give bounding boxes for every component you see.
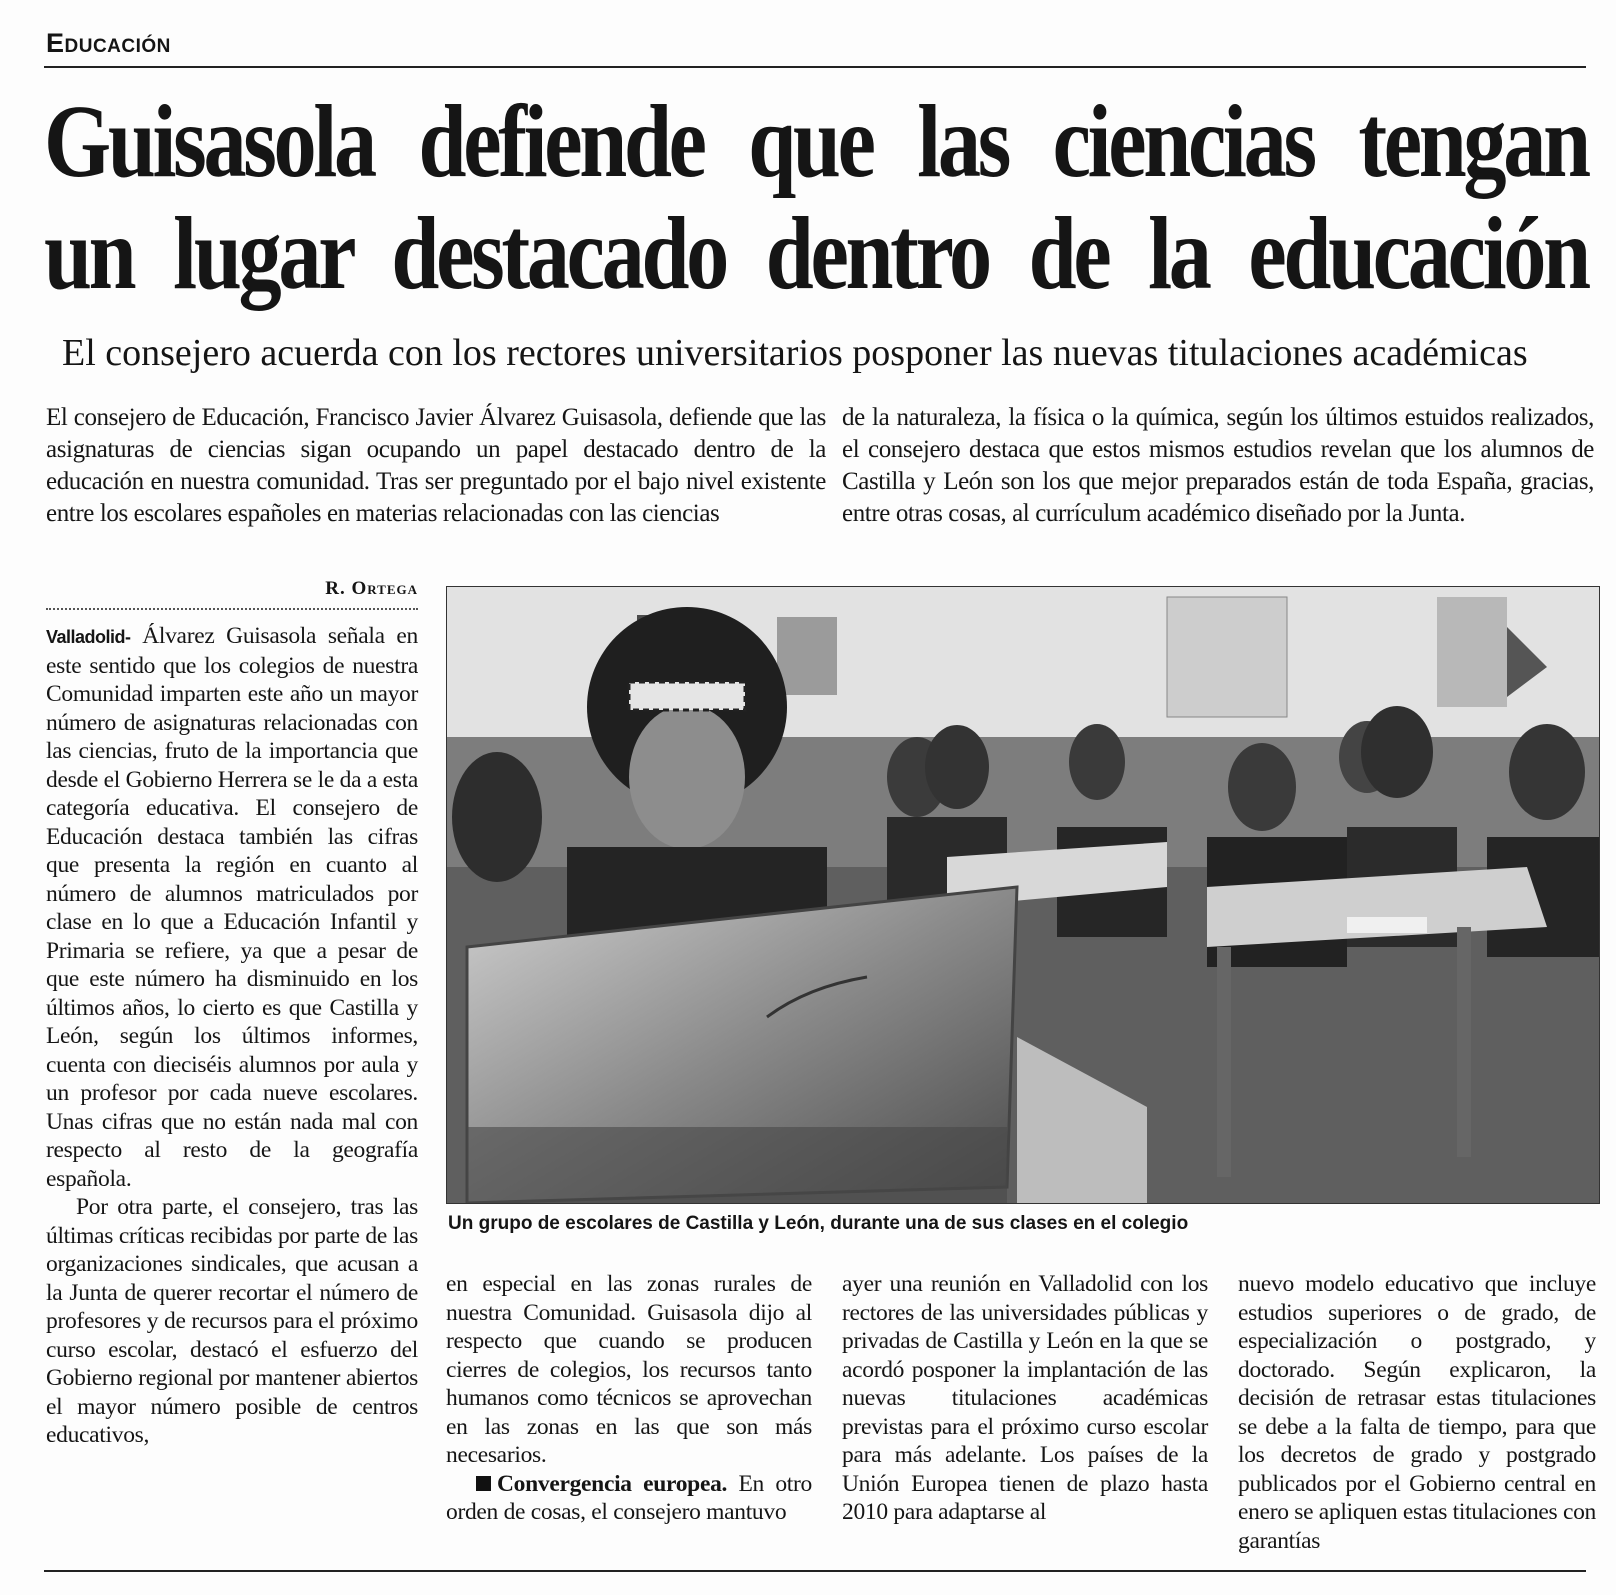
section-label: Educación (46, 28, 171, 58)
body-paragraph-4-text: En otro orden de cosas, el consejero mantuvo (446, 1470, 812, 1525)
lead-right-text: de la naturaleza, la física o la química, según los últimos estuidos realizados, el consejero destaca que estos mismos estudios revelan que los alumnos de Castilla y León son los que mejor preparados están de toda España, gracias, entre otras cosas, al currículum académico diseñado por la Junta. (842, 404, 1594, 527)
body-paragraph-4 (446, 1470, 812, 1527)
body-column-3 (842, 1270, 1208, 1527)
lead-left (46, 402, 826, 530)
photo-caption: Un grupo de escolares de Castilla y León, durante una de sus clases en el colegio (448, 1213, 1189, 1234)
headline (44, 84, 1588, 311)
subheadline: El consejero acuerda con los rectores universitarios posponer las nuevas titulaciones académicas (62, 332, 1528, 374)
body-column-1 (46, 622, 418, 1450)
body-column-2 (446, 1270, 812, 1527)
bottom-divider (44, 1570, 1586, 1572)
lead-left-text: El consejero de Educación, Francisco Javier Álvarez Guisasola, defiende que las asignaturas de ciencias sigan ocupando un papel destacado dentro de la educación en nuestra comunidad. Tras ser preguntado por el bajo nivel existente entre los escolares españoles en materias relacionadas con las ciencias (46, 404, 826, 527)
section-divider (44, 66, 1586, 68)
dateline: Valladolid- (46, 627, 131, 647)
body-paragraph-6: nuevo modelo educativo que incluye estudios superiores o de grado, de especialización o postgrado, y doctorado. Según explicaron, la decisión de retrasar estas titulaciones se debe a la falta de tiempo, para que los decretos de grado y postgrado publicados por el Gobierno central en enero se apliquen estas titulaciones con garantías (1238, 1271, 1596, 1554)
headline-line-1: Guisasola defiende que las ciencias tengan (44, 84, 1588, 199)
bullet-square-icon (476, 1476, 491, 1491)
lead-right (842, 402, 1594, 530)
body-column-4 (1238, 1270, 1596, 1558)
body-paragraph-1 (46, 622, 418, 1193)
byline: R. Ortega (325, 578, 418, 599)
intertitle: Convergencia europea. (497, 1470, 728, 1497)
body-paragraph-5: ayer una reunión en Valladolid con los rectores de las universidades públicas y privadas de Castilla y León en la que se acordó posponer la implantación de las nuevas titulaciones académicas previstas para el próximo curso escolar para más adelante. Los países de la Unión Europea tienen de plazo hasta 2010 para adaptarse al (842, 1271, 1208, 1525)
body-paragraph-3: en especial en las zonas rurales de nuestra Comunidad. Guisasola dijo al respecto que cuando se producen cierres de colegios, los recursos tanto humanos como técnicos se aprovechan en las zonas en las que son más necesarios. (446, 1271, 812, 1468)
headline-line-2: un lugar destacado dentro de la educación (44, 196, 1588, 311)
byline-divider (46, 608, 418, 610)
classroom-photo (447, 587, 1599, 1203)
body-paragraph-1-text: Álvarez Guisasola señala en este sentido que los colegios de nuestra Comunidad imparten este año un mayor número de asignaturas relacionadas con las ciencias, fruto de la importancia que desde el Gobierno Herrera se le da a esta categoría educativa. El consejero de Educación destaca también las cifras que presenta la región en cuanto al número de alumnos matriculados por clase en lo que a Educación Infantil y Primaria se refiere, ya que a pesar de que este número ha disminuido en los últimos años, lo cierto es que Castilla y León, según los últimos informes, cuenta con dieciséis alumnos por aula y un profesor por cada nueve escolares. Unas cifras que no están nada mal con respecto al resto de la geografía española. (46, 623, 418, 1192)
photo (446, 586, 1600, 1204)
body-paragraph-2: Por otra parte, el consejero, tras las últimas críticas recibidas por parte de las organizaciones sindicales, que acusan a la Junta de querer recortar el número de profesores y de recursos para el próximo curso escolar, destacó el esfuerzo del Gobierno regional por mantener abiertos el mayor número posible de centros educativos, (46, 1194, 418, 1448)
